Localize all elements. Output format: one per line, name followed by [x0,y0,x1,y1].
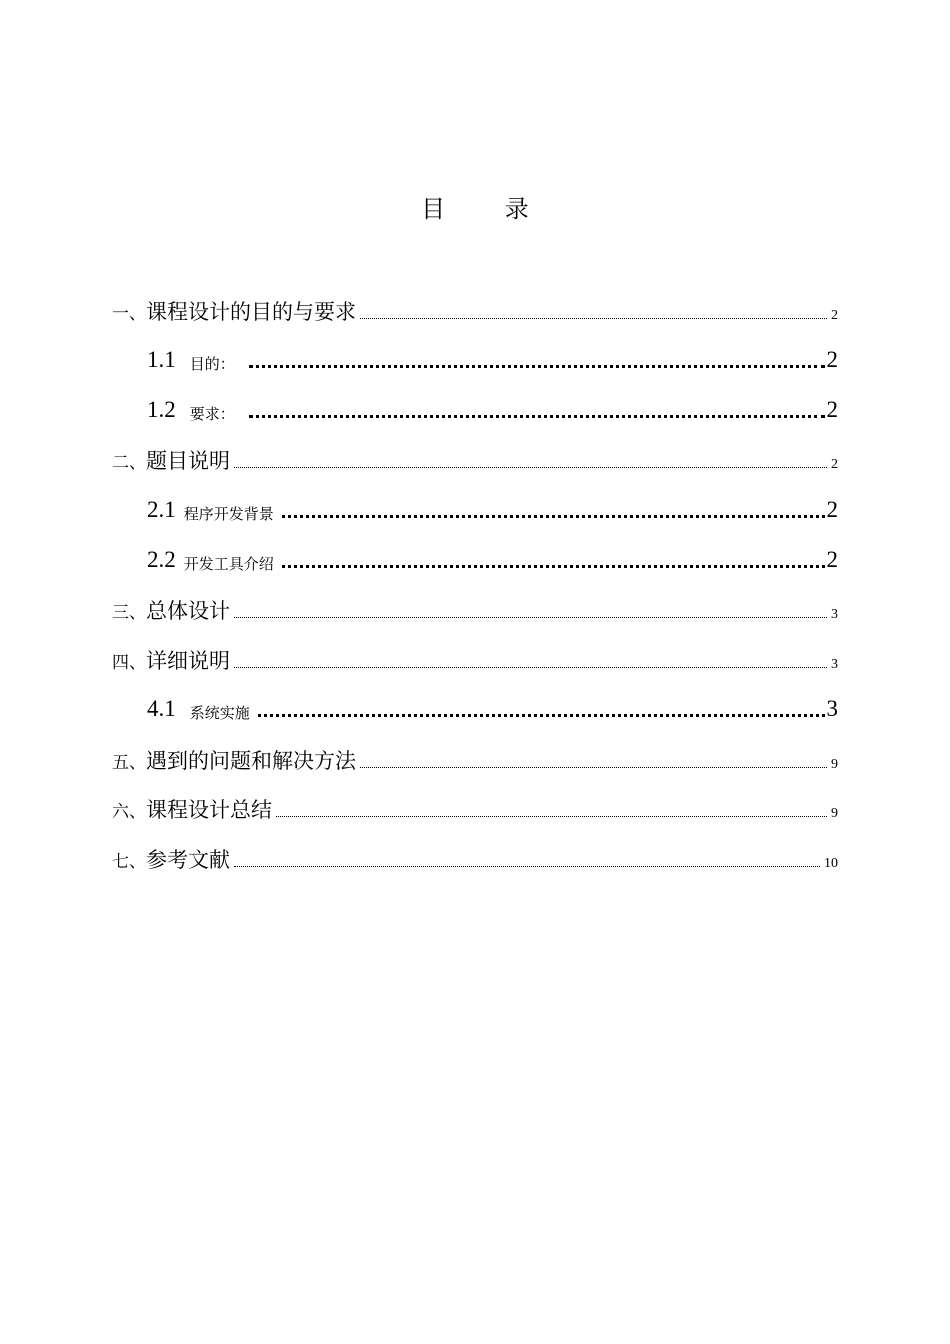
toc-entry-label: 系统实施 [189,704,250,722]
dot-leader [282,564,825,568]
toc-entry-5[interactable] [112,741,838,775]
toc-entry-label: 详细说明 [146,649,230,673]
toc-entry-2-1[interactable] [147,487,838,525]
toc-entry-label: 题目说明 [146,449,230,473]
toc-entry-page: 9 [831,806,838,821]
toc-entry-number: 1.1 [147,347,176,372]
dot-leader [258,713,825,717]
toc-entry-4[interactable] [112,641,838,675]
dot-leader [282,514,825,518]
toc-entry-6[interactable] [112,790,838,824]
toc-entry-2-2[interactable] [147,537,838,575]
toc-entry-number: 2.1 [147,497,176,522]
page-title: 目 录 [421,195,555,223]
toc-entry-7[interactable] [112,840,838,874]
toc-entry-label: 开发工具介绍 [183,555,274,573]
toc-entry-prefix: 六、 [112,802,146,822]
toc-entry-page: 2 [826,397,838,422]
dot-leader [234,466,827,468]
toc-entry-label: 总体设计 [146,599,230,623]
toc-entry-page: 3 [831,657,838,672]
dot-leader [360,317,827,319]
dot-leader [249,414,825,418]
toc-entry-number: 4.1 [147,696,176,721]
toc-entry-label: 要求： [189,405,235,423]
toc-entry-page: 2 [831,308,838,323]
toc-entry-page: 2 [826,347,838,372]
toc-entry-prefix: 七、 [112,852,146,872]
toc-entry-label: 课程设计的目的与要求 [146,300,356,324]
toc-entry-page: 2 [826,497,838,522]
toc-entry-page: 9 [831,757,838,772]
toc-entry-1[interactable] [112,292,838,326]
toc-entry-4-1[interactable] [147,686,838,724]
toc-entry-page: 3 [831,607,838,622]
toc-entry-prefix: 一、 [112,304,146,324]
toc-entry-prefix: 五、 [112,753,146,773]
toc-entry-3[interactable] [112,591,838,625]
dot-leader [234,666,827,668]
toc-entry-2[interactable] [112,441,838,475]
toc-entry-prefix: 三、 [112,603,146,623]
toc-entry-number: 2.2 [147,547,176,572]
toc-entry-number: 1.2 [147,397,176,422]
dot-leader [360,766,827,768]
dot-leader [234,616,827,618]
toc-entry-page: 3 [826,696,838,721]
toc-entry-1-1[interactable] [147,337,838,375]
toc-entry-1-2[interactable] [147,387,838,425]
toc-entry-page: 10 [824,856,838,871]
dot-leader [276,815,827,817]
toc-entry-label: 目的： [189,355,235,373]
toc-entry-label: 程序开发背景 [183,505,274,523]
toc-entry-page: 2 [831,457,838,472]
dot-leader [249,364,825,368]
toc-entry-page: 2 [826,547,838,572]
toc-entry-prefix: 四、 [112,653,146,673]
toc-entry-prefix: 二、 [112,453,146,473]
toc-entry-label: 遇到的问题和解决方法 [146,749,356,773]
toc-entry-label: 参考文献 [146,848,230,872]
toc-entry-label: 课程设计总结 [146,798,272,822]
dot-leader [234,865,820,867]
